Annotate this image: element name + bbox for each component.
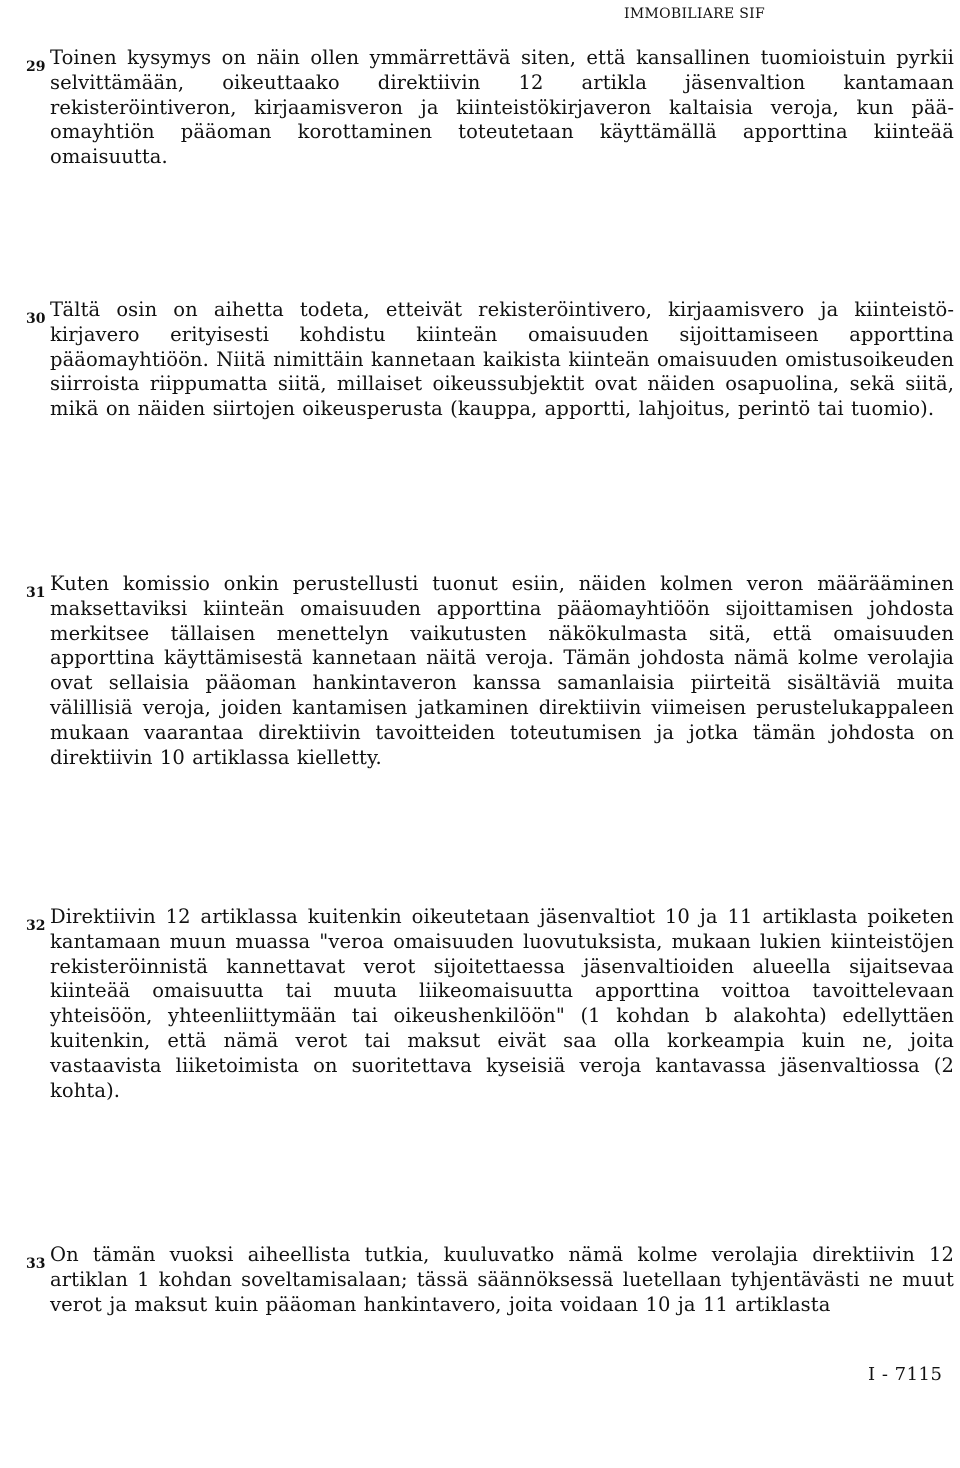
paragraph-text: Direktiivin 12 artiklassa kuitenkin oikeutetaan jäsenvaltiot 10 ja 11 artiklasta poiketen kantamaan muun muassa "veroa omaisuuden luovutuksista, mukaan lukien kiinteistöjen rekisteröinnistä kannettavat verot sijoitettaessa jäsenvaltioiden alueella sijaitsevaa kiinteää omaisuutta tai muuta liikeomaisuutta apporttina voittoa tavoittelevaan yhteisöön, yhteenliittymään tai oikeushenkilöön" (1 kohdan b alakohta) edellyttäen kuitenkin, että nämä verot tai maksut eivät saa olla korkeampia kuin ne, joita vastaavista liiketoimista on suoritettava kyseisiä veroja kantavassa jäsenvaltiossa (2 kohta). bbox=[50, 905, 954, 1102]
paragraph-number: 31 bbox=[26, 585, 46, 601]
running-title: IMMOBILIARE SIF bbox=[624, 6, 765, 22]
paragraph-text: On tämän vuoksi aiheellista tutkia, kuuluvatko nämä kolme verolajia direktiivin 12 artiklan 1 kohdan soveltamisalaan; tässä säännöksessä luetellaan tyhjentävästi ne muut verot ja maksut kuin pääoman hankintavero, joita voidaan 10 ja 11 artiklasta bbox=[50, 1243, 954, 1316]
paragraph-text: Tältä osin on aihetta todeta, etteivät rekisteröintivero, kirjaamisvero ja kiinteistökirjavero erityisesti kohdistu kiinteän omaisuuden sijoittamiseen apporttina pääomayhtiöön. Niitä nimittäin kannetaan kaikista kiinteän omaisuuden omistusoikeuden siirroista riippumatta siitä, millaiset oikeussubjektit ovat näiden osapuolina, sekä siitä, mikä on näiden siirtojen oikeusperusta (kauppa, apportti, lahjoitus, perintö tai tuomio). bbox=[50, 298, 954, 421]
page-number: I - 7115 bbox=[868, 1364, 943, 1385]
paragraph-number: 33 bbox=[26, 1256, 46, 1272]
paragraph-text: Toinen kysymys on näin ollen ymmärrettävä siten, että kansallinen tuomioistuin pyrkii selvittämään, oikeuttaako direktiivin 12 artikla jäsenvaltion kantamaan rekisteröintiveron, kirjaamisveron ja kiinteistökirjaveron kaltaisia veroja, kun pääomayhtiön pääoman korottaminen toteutetaan käyttämällä apporttina kiinteää omaisuutta. bbox=[50, 46, 954, 169]
running-header bbox=[0, 6, 960, 22]
paragraph-number: 32 bbox=[26, 918, 46, 934]
paragraph-number: 30 bbox=[26, 311, 46, 327]
paragraph-text: Kuten komissio onkin perustellusti tuonut esiin, näiden kolmen veron määrääminen maksettaviksi kiinteän omaisuuden apporttina pääomayhtiöön sijoittamisen johdosta merkitsee tällaisen menettelyn vaikutusten näkökulmasta sitä, että omaisuuden apporttina käyttämisestä kannetaan näitä veroja. Tämän johdosta nämä kolme verolajia ovat sellaisia pääoman hankintaveron kanssa samanlaisia piirteitä sisältäviä muita välillisiä veroja, joiden kantamisen jatkaminen direktiivin viimeisen perustelukappaleen mukaan vaarantaa direktiivin tavoitteiden toteutumisen ja jotka tämän johdosta on direktiivin 10 artiklassa kielletty. bbox=[50, 572, 954, 769]
paragraph-number: 29 bbox=[26, 59, 46, 75]
